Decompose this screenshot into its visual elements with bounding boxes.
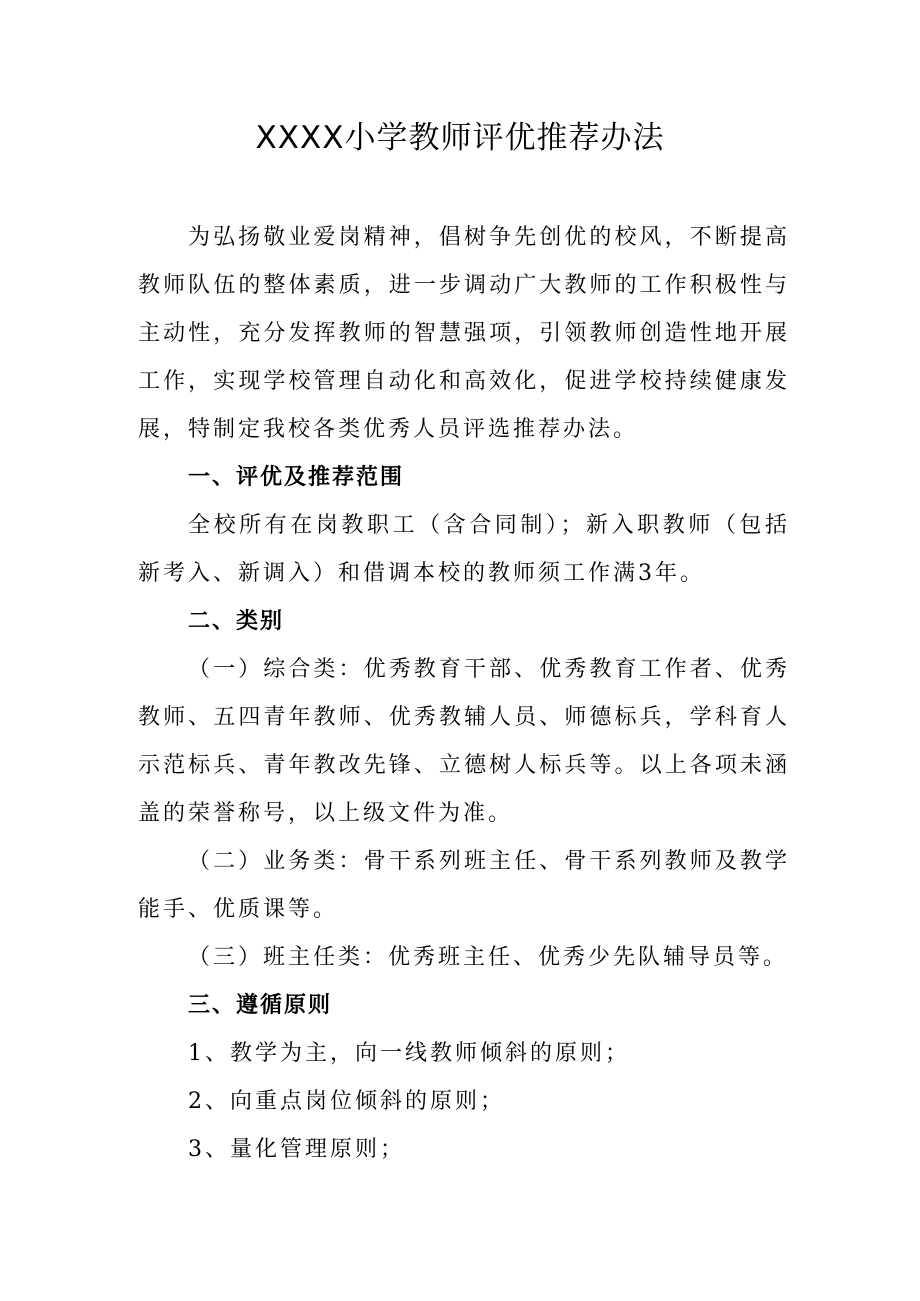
document-body <box>138 214 790 1174</box>
section-heading-principles: 三、遵循原则 <box>188 993 333 1018</box>
category-business: （二）业务类：骨干系列班主任、骨干系列教师及教学能手、优质课等。 <box>138 849 790 922</box>
category-comprehensive: （一）综合类：优秀教育干部、优秀教育工作者、优秀教师、五四青年教师、优秀教辅人员、师德标兵，学科育人示范标兵、青年教改先锋、立德树人标兵等。以上各项未涵盖的荣誉称号，以上级文件为准。 <box>138 657 790 826</box>
category-class-teacher: （三）班主任类：优秀班主任、优秀少先队辅导员等。 <box>188 945 789 970</box>
principle-item: 1、教学为主，向一线教师倾斜的原则； <box>188 1041 630 1066</box>
document-title: XXXX小学教师评优推荐办法 <box>255 120 665 156</box>
principle-item: 2、向重点岗位倾斜的原则； <box>188 1089 505 1114</box>
section-heading-categories: 二、类别 <box>188 609 285 634</box>
scope-paragraph: 全校所有在岗教职工（含合同制）；新入职教师（包括新考入、新调入）和借调本校的教师须工作满3年。 <box>138 513 790 586</box>
principle-item: 3、量化管理原则； <box>188 1137 405 1162</box>
intro-paragraph: 为弘扬敬业爱岗精神，倡树争先创优的校风，不断提高教师队伍的整体素质，进一步调动广大教师的工作积极性与主动性，充分发挥教师的智慧强项，引领教师创造性地开展工作，实现学校管理自动化和高效化，促进学校持续健康发展，特制定我校各类优秀人员评选推荐办法。 <box>138 225 790 442</box>
section-heading-scope: 一、评优及推荐范围 <box>188 465 405 490</box>
